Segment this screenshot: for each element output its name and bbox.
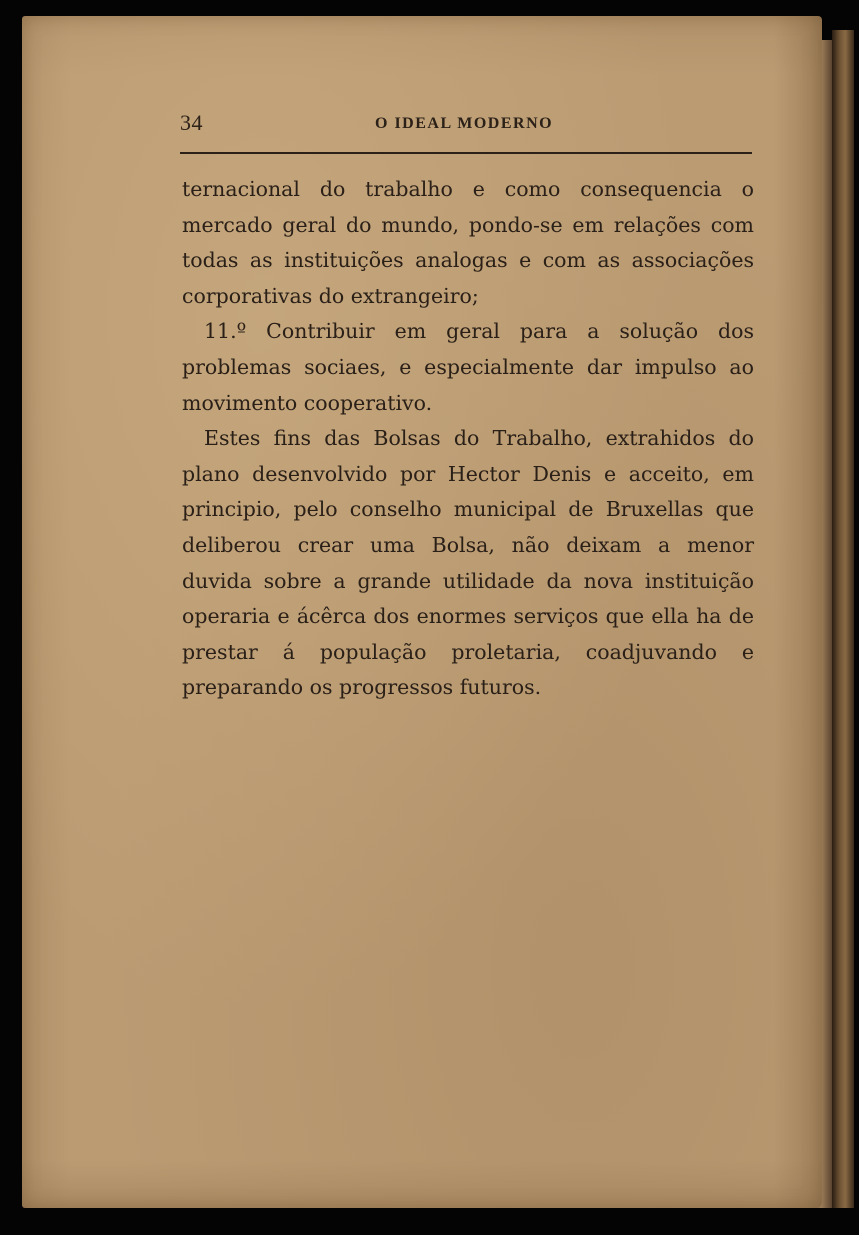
page-header xyxy=(180,110,755,138)
body-text xyxy=(182,172,754,706)
book-edge-shadow xyxy=(832,30,854,1208)
page-number: 34 xyxy=(180,110,203,135)
paragraph-commentary: Estes fins das Bolsas do Trabalho, extrahidos do plano desenvolvido por Hector Denis e acceito, em principio, pelo conselho municipal de Bruxellas que deliberou crear uma Bolsa, não deixam a menor duvida sobre a grande utilidade da nova instituição operaria e ácêrca dos enormes serviços que ella ha de prestar á população proletaria, coadjuvando e preparando os progressos futuros. xyxy=(182,426,754,700)
paragraph-item-11: 11.º Contribuir em geral para a solução dos problemas sociaes, e especialmente dar impulso ao movimento cooperativo. xyxy=(182,319,754,415)
running-title: O IDEAL MODERNO xyxy=(375,115,554,132)
paragraph-continuation: ternacional do trabalho e como consequencia o mercado geral do mundo, pondo-se em relações com todas as instituições analogas e com as associações corporativas do extrangeiro; xyxy=(182,177,754,308)
header-rule xyxy=(180,152,752,154)
